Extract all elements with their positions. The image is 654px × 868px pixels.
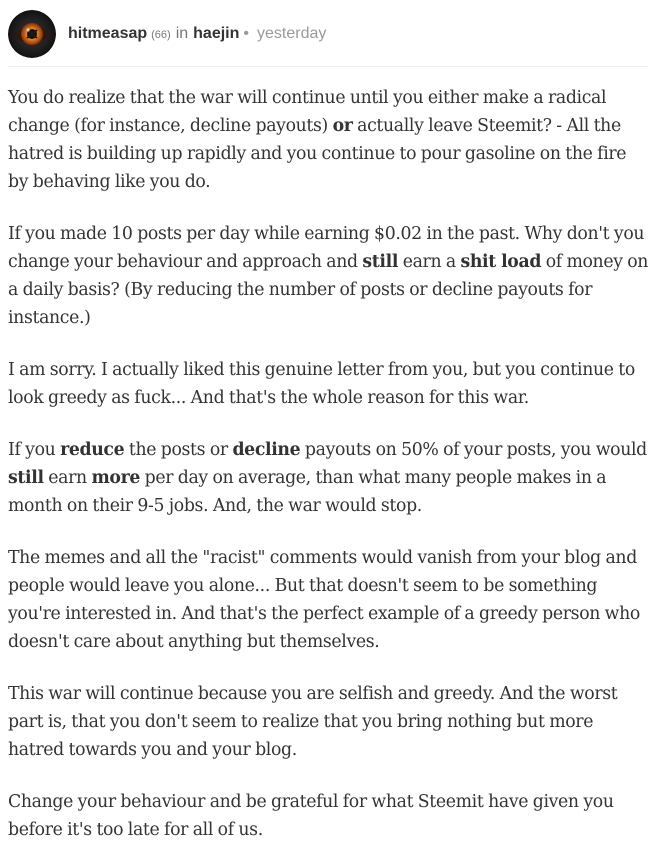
paragraph-4-bold-still: still xyxy=(8,468,44,488)
paragraph-1-text-c: actually leave Steemit? - All the hatred is building up rapidly and you continue to pour gasoline on the fire by behaving like you do. xyxy=(8,116,627,192)
avatar-image xyxy=(8,10,56,58)
paragraph-4-text-c: the posts or xyxy=(124,440,233,460)
paragraph-5: The memes and all the "racist" comments would vanish from your blog and people would leave you alone... But that doesn't seem to be something you're interested in. And that's the perfect example of a greedy person who doesn't care about anything but themselves. xyxy=(8,548,640,652)
separator-bullet: • xyxy=(243,25,249,42)
community-link[interactable]: haejin xyxy=(193,25,240,42)
paragraph-2-bold-shit-load: shit load xyxy=(460,252,542,272)
paragraph-2-bold-still: still xyxy=(362,252,399,272)
paragraph-4-text-g: earn xyxy=(43,468,92,488)
paragraph-6: This war will continue because you are selfish and greedy. And the worst part is, that you don't seem to realize that you bring nothing but more hatred towards you and your blog. xyxy=(8,684,618,760)
comment-header xyxy=(8,8,648,60)
paragraph-4-text-e: payouts on 50% of your posts, you would xyxy=(300,440,647,460)
paragraph-7: Change your behaviour and be grateful for what Steemit have given you before it's too late for all of us. xyxy=(8,792,614,840)
comment-timestamp[interactable]: yesterday xyxy=(257,25,327,42)
paragraph-2-text-e: of money on a daily basis? (By reducing the number of posts or decline payouts for instance.) xyxy=(8,252,649,328)
orange-eye-avatar-icon[interactable] xyxy=(8,10,56,58)
paragraph-4-bold-more: more xyxy=(91,468,140,488)
paragraph-1-text-a: You do realize that the war will continue until you either make a radical change (for instance, decline payouts) xyxy=(8,88,607,136)
paragraph-4-bold-reduce: reduce xyxy=(60,440,125,460)
paragraph-1 xyxy=(8,84,650,196)
comment-meta xyxy=(68,25,326,43)
paragraph-4 xyxy=(8,436,650,520)
paragraph-4-text-i: per day on average, than what many people makes in a month on their 9-5 jobs. And, the war would stop. xyxy=(8,468,607,516)
paragraph-2 xyxy=(8,220,650,332)
in-label: in xyxy=(175,25,189,42)
paragraph-4-text-a: If you xyxy=(8,440,61,460)
comment-body xyxy=(8,84,650,868)
paragraph-1-bold-or: or xyxy=(332,116,353,136)
paragraph-4-bold-decline: decline xyxy=(232,440,301,460)
paragraph-3: I am sorry. I actually liked this genuine letter from you, but you continue to look greedy as fuck... And that's the whole reason for this war. xyxy=(8,360,635,408)
header-divider xyxy=(8,66,648,67)
paragraph-2-text-c: earn a xyxy=(398,252,461,272)
author-reputation: (66) xyxy=(151,29,171,41)
author-link[interactable]: hitmeasap xyxy=(68,25,148,42)
paragraph-2-text-a: If you made 10 posts per day while earning $0.02 in the past. Why don't you change your behaviour and approach and xyxy=(8,224,645,272)
